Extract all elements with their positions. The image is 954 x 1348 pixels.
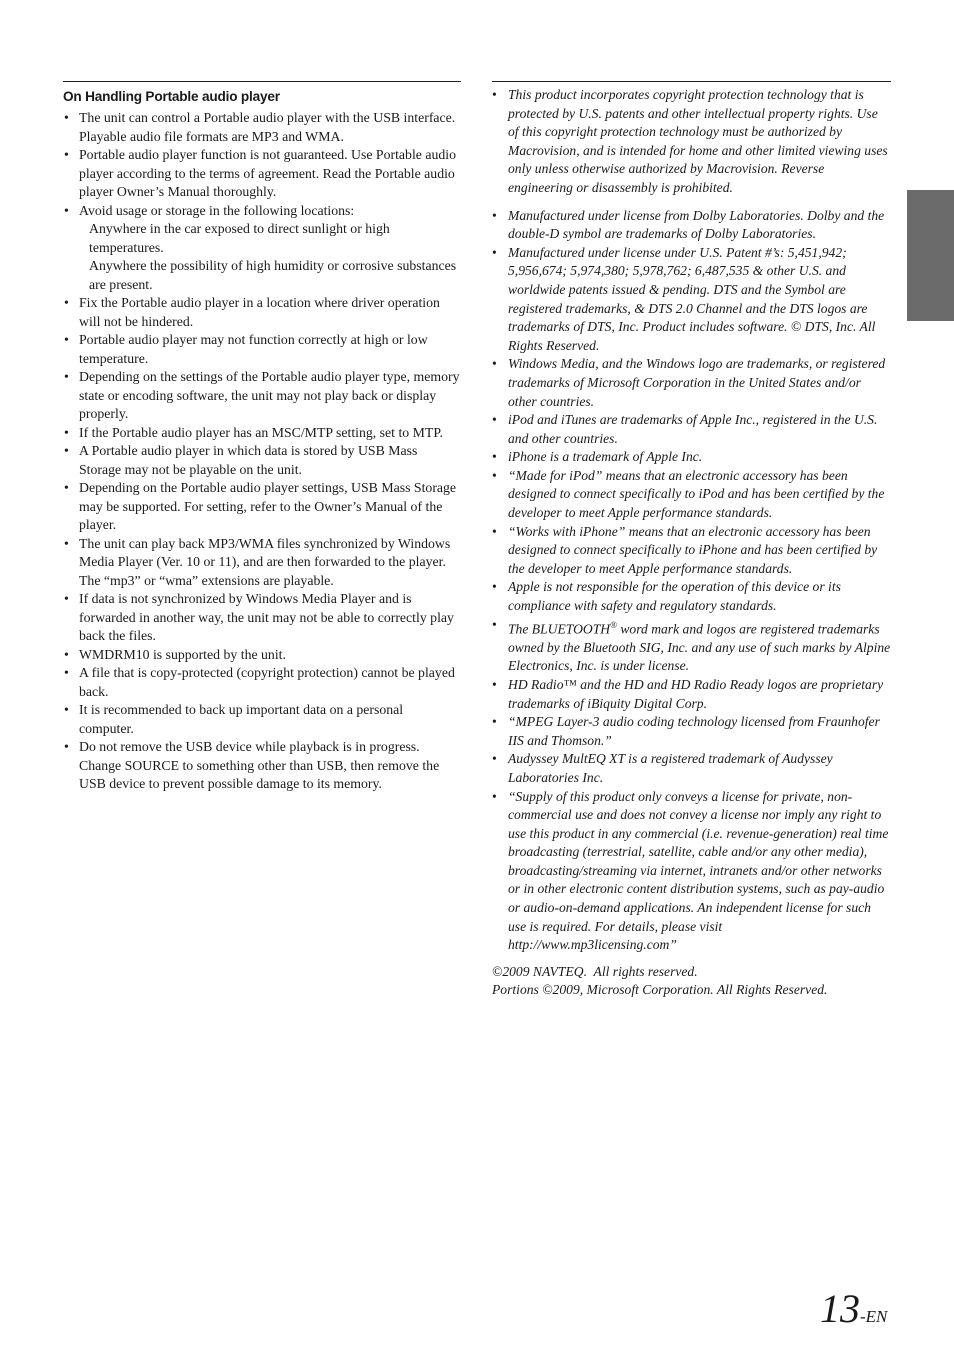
section-tab-marker (907, 190, 954, 321)
bluetooth-notice (492, 616, 891, 676)
sub-item: Anywhere the possibility of high humidity or corrosive substances are present. (89, 258, 457, 292)
dolby-notice: • Manufactured under license from Dolby Laboratories. Dolby and the double-D symbol are trademarks of Dolby Laboratories. (492, 207, 891, 244)
list-item (63, 202, 461, 295)
hd-radio-notice: • HD Radio™ and the HD and HD Radio Ready logos are proprietary trademarks of iBiquity Digital Corp. (492, 676, 891, 713)
copyright-line: ©2009 NAVTEQ. All rights reserved. (492, 963, 698, 979)
copyright-block (492, 963, 891, 1000)
right-column (492, 81, 891, 1000)
mp3-license-notice: • “Supply of this product only conveys a license for private, non-commercial use and does not convey a license nor imply any right to use this product in any commercial (i.e. revenue-generation) real time broadcasting (terrestrial, satellite, cable and/or any other media), broadcasting/streaming via internet, intranets and/or other networks or in other electronic content distribution systems, such as pay-audio or audio-on-demand applications. An independent license for such use is required. For details, please visit http://www.mp3licensing.com” (492, 788, 891, 955)
section-heading: On Handling Portable audio player (63, 89, 280, 105)
list-item: • Fix the Portable audio player in a location where driver operation will not be hindered. (63, 294, 461, 331)
registered-mark: ® (610, 619, 617, 630)
list-item: • A file that is copy-protected (copyright protection) cannot be played back. (63, 664, 461, 701)
bluetooth-text-pre: The BLUETOOTH (508, 621, 611, 637)
iphone-notice: • iPhone is a trademark of Apple Inc. (492, 448, 891, 467)
made-for-ipod-notice: • “Made for iPod” means that an electronic accessory has been designed to connect specifically to iPod and has been certified by the developer to meet Apple performance standards. (492, 467, 891, 523)
dts-notice: • Manufactured under license under U.S. Patent #’s: 5,451,942; 5,956,674; 5,974,380; 5,978,762; 6,487,535 & other U.S. and worldwide patents issued & pending. DTS and the Symbol are registered trademarks, & DTS 2.0 Channel and the DTS logos are trademarks of DTS, Inc. Product includes software. © DTS, Inc. All Rights Reserved. (492, 244, 891, 356)
macrovision-notice: • This product incorporates copyright protection technology that is protected by U.S. patents and other intellectual property rights. Use of this copyright protection technology must be authorized by Macrovision, and is intended for home and other limited viewing uses only unless otherwise authorized by Macrovision. Reverse engineering or disassembly is prohibited. (492, 86, 891, 198)
list-item: • If the Portable audio player has an MSC/MTP setting, set to MTP. (63, 424, 461, 443)
list-item: • The unit can control a Portable audio player with the USB interface. Playable audio file formats are MP3 and WMA. (63, 109, 461, 146)
list-item: • A Portable audio player in which data is stored by USB Mass Storage may not be playable on the unit. (63, 442, 461, 479)
works-with-iphone-notice: • “Works with iPhone” means that an electronic accessory has been designed to connect specifically to iPhone and has been certified by the developer to meet Apple performance standards. (492, 523, 891, 579)
sub-item: Anywhere in the car exposed to direct sunlight or high temperatures. (89, 221, 390, 255)
page-number-value: 13 (820, 1286, 860, 1331)
ipod-itunes-notice: • iPod and iTunes are trademarks of Apple Inc., registered in the U.S. and other countries. (492, 411, 891, 448)
copyright-line: Portions ©2009, Microsoft Corporation. All Rights Reserved. (492, 982, 828, 998)
list-item: • Portable audio player function is not guaranteed. Use Portable audio player according to the terms of agreement. Read the Portable audio player Owner’s Manual thoroughly. (63, 146, 461, 202)
list-item: • Do not remove the USB device while playback is in progress. Change SOURCE to something other than USB, then remove the USB device to prevent possible damage to its memory. (63, 738, 461, 794)
handling-list (63, 109, 461, 794)
audyssey-notice: • Audyssey MultEQ XT is a registered trademark of Audyssey Laboratories Inc. (492, 750, 891, 787)
left-column (63, 81, 461, 794)
page-number (820, 1284, 887, 1334)
list-item: • WMDRM10 is supported by the unit. (63, 646, 461, 665)
apple-responsibility-notice: • Apple is not responsible for the operation of this device or its compliance with safety and regulatory standards. (492, 578, 891, 615)
windows-media-notice: • Windows Media, and the Windows logo are trademarks, or registered trademarks of Microsoft Corporation in the United States and/or other countries. (492, 355, 891, 411)
list-item: • Portable audio player may not function correctly at high or low temperature. (63, 331, 461, 368)
list-item: • If data is not synchronized by Windows Media Player and is forwarded in another way, the unit may not be able to correctly play back the files. (63, 590, 461, 646)
page-number-suffix: -EN (860, 1307, 888, 1326)
list-item: • It is recommended to back up important data on a personal computer. (63, 701, 461, 738)
list-item-text: Avoid usage or storage in the following locations: (79, 202, 355, 218)
list-item: • The unit can play back MP3/WMA files synchronized by Windows Media Player (Ver. 10 or 11), and are then forwarded to the player. The “mp3” or “wma” extensions are playable. (63, 535, 461, 591)
bluetooth-text-post: word mark and logos are registered trademarks owned by the Bluetooth SIG, Inc. and any use of such marks by Alpine Electronics, Inc. is under license. (508, 621, 891, 674)
list-item: • Depending on the Portable audio player settings, USB Mass Storage may be supported. For setting, refer to the Owner’s Manual of the player. (63, 479, 461, 535)
list-item: • Depending on the settings of the Portable audio player type, memory state or encoding software, the unit may not play back or display properly. (63, 368, 461, 424)
trademark-list (492, 86, 891, 955)
mpeg-notice: • “MPEG Layer-3 audio coding technology licensed from Fraunhofer IIS and Thomson.” (492, 713, 891, 750)
